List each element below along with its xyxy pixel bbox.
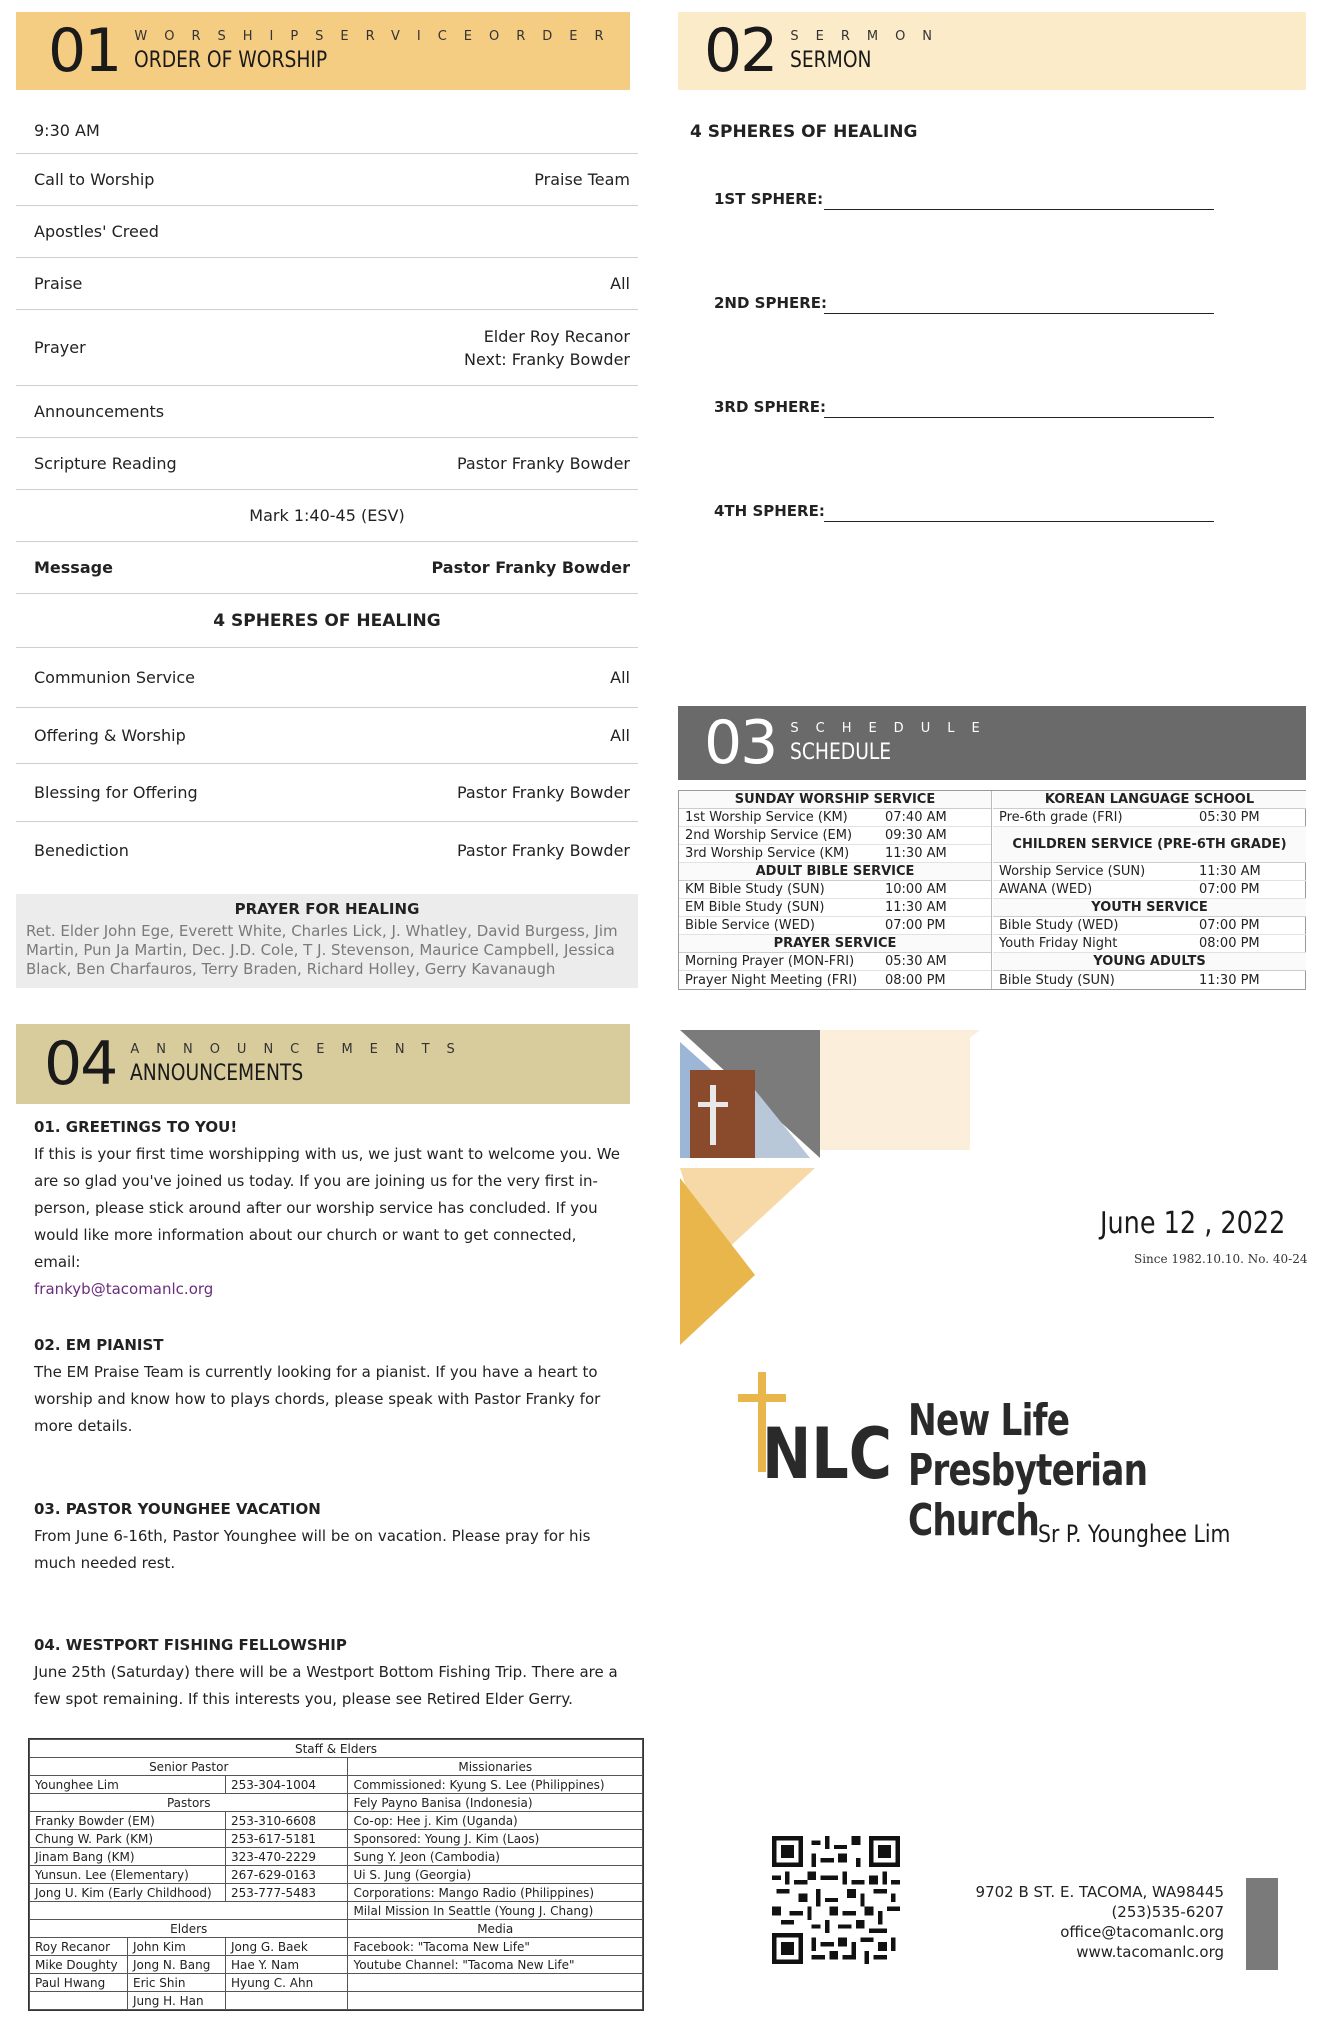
schedule-table — [678, 790, 1306, 990]
announcement-body: If this is your first time worshipping with us, we just want to welcome you. We are so glad you've joined us today. If you are joining us for the very first in-person, please stick around after our worship service has concluded. If you would like more information about our church or want to get connected, email: — [34, 1145, 620, 1271]
section-caption: SCHEDULE — [790, 721, 997, 736]
pastors-heading: Pastors — [30, 1794, 348, 1812]
elders-heading: Elders — [30, 1920, 348, 1938]
leader-line-2: Next: Franky Bowder — [464, 349, 630, 369]
section-number: 03 — [704, 708, 777, 778]
fill-line — [824, 392, 1214, 418]
order-item — [16, 708, 638, 764]
email[interactable]: office@tacomanlc.org — [1060, 1923, 1224, 1941]
sphere-label: 4TH SPHERE: — [714, 502, 825, 520]
announcement-body: From June 6-16th, Pastor Younghee will be on vacation. Please pray for his much needed rest. — [34, 1527, 591, 1572]
section-number: 02 — [704, 16, 777, 86]
missionary: Co-op: Hee j. Kim (Uganda) — [348, 1812, 643, 1830]
announcement-title: 04. WESTPORT FISHING FELLOWSHIP — [34, 1636, 347, 1654]
item-leader: All — [610, 726, 630, 745]
event: 2nd Worship Service (EM) — [685, 828, 853, 843]
announcement-2 — [34, 1332, 624, 1440]
elder — [226, 1992, 348, 2010]
event-time: 10:00 AM — [885, 882, 947, 897]
fill-line — [824, 288, 1214, 314]
item-leader: Pastor Franky Bowder — [456, 454, 630, 473]
event-time: 07:00 PM — [1199, 918, 1260, 933]
cover-graphic — [670, 1030, 990, 1340]
section-title: SERMON — [790, 48, 872, 73]
section-title: SCHEDULE — [790, 740, 892, 765]
announcement-title: 02. EM PIANIST — [34, 1336, 164, 1354]
elder: Jung H. Han — [128, 1992, 226, 2010]
order-item — [16, 258, 638, 310]
schedule-heading: YOUTH SERVICE — [993, 899, 1306, 917]
email-link[interactable]: frankyb@tacomanlc.org — [34, 1280, 214, 1298]
fill-line — [824, 184, 1214, 210]
staff-table — [28, 1738, 644, 2011]
elder: Jong N. Bang — [128, 1956, 226, 1974]
sphere-4 — [714, 502, 825, 520]
contact-info — [900, 1882, 1224, 1962]
event-time: 08:00 PM — [1199, 936, 1260, 951]
order-item — [16, 154, 638, 206]
church-name-line-2: Presbyterian Church — [908, 1445, 1148, 1546]
missionary: Sung Y. Jeon (Cambodia) — [348, 1848, 643, 1866]
schedule-row — [679, 899, 991, 917]
item-name: Offering & Worship — [34, 726, 186, 745]
elder: Jong G. Baek — [226, 1938, 348, 1956]
schedule-row — [993, 809, 1306, 827]
nlc-logo — [738, 1372, 898, 1495]
sphere-2 — [714, 294, 827, 312]
sphere-3 — [714, 398, 826, 416]
order-of-worship — [16, 108, 638, 878]
item-leader: Praise Team — [534, 170, 630, 189]
event: Bible Study (SUN) — [999, 972, 1115, 988]
item-name: Announcements — [34, 402, 165, 421]
sermon-heading: 4 SPHERES OF HEALING — [690, 122, 918, 142]
address: 9702 B ST. E. TACOMA, WA98445 — [975, 1883, 1224, 1901]
order-item — [16, 386, 638, 438]
elder: Roy Recanor — [30, 1938, 128, 1956]
staff-phone: 253-304-1004 — [226, 1776, 348, 1794]
sphere-1 — [714, 190, 823, 208]
event: KM Bible Study (SUN) — [685, 882, 825, 897]
event-time: 11:30 PM — [1199, 972, 1260, 988]
event-time: 05:30 PM — [1199, 810, 1260, 825]
item-name: Praise — [34, 274, 83, 293]
schedule-row — [679, 971, 991, 989]
sermon-header — [678, 12, 1306, 90]
event: Pre-6th grade (FRI) — [999, 810, 1123, 825]
elder: Eric Shin — [128, 1974, 226, 1992]
prayer-for-healing — [16, 894, 638, 988]
item-leader — [464, 325, 630, 371]
website[interactable]: www.tacomanlc.org — [1076, 1943, 1224, 1961]
section-number: 04 — [44, 1029, 117, 1099]
announcement-title: 03. PASTOR YOUNGHEE VACATION — [34, 1500, 321, 1518]
schedule-heading: CHILDREN SERVICE (PRE-6TH GRADE) — [993, 827, 1306, 863]
schedule-row — [993, 863, 1306, 881]
schedule-row — [993, 935, 1306, 953]
staff-name: Jinam Bang (KM) — [30, 1848, 226, 1866]
service-time — [16, 108, 638, 154]
logo-letters: NLC — [762, 1413, 892, 1495]
schedule-row — [993, 971, 1306, 989]
staff-phone: 253-617-5181 — [226, 1830, 348, 1848]
event-time: 11:30 AM — [885, 900, 947, 915]
item-name: Communion Service — [34, 668, 196, 687]
event-time: 07:00 PM — [885, 918, 946, 933]
staff-name: Franky Bowder (EM) — [30, 1812, 226, 1830]
schedule-row — [993, 881, 1306, 899]
section-number: 01 — [48, 16, 121, 86]
missionary: Fely Payno Banisa (Indonesia) — [348, 1794, 643, 1812]
media-item: Facebook: "Tacoma New Life" — [348, 1938, 643, 1956]
event: Worship Service (SUN) — [999, 864, 1146, 879]
event-time: 09:30 AM — [885, 828, 947, 843]
church-name-line-1: New Life — [908, 1395, 1070, 1446]
item-name: Blessing for Offering — [34, 783, 198, 802]
prayer-title: PRAYER FOR HEALING — [234, 900, 420, 918]
order-item — [16, 648, 638, 708]
staff-name: Yunsun. Lee (Elementary) — [30, 1866, 226, 1884]
senior-pastor-heading: Senior Pastor — [30, 1758, 348, 1776]
empty-cell — [348, 1992, 643, 2010]
elder: Paul Hwang — [30, 1974, 128, 1992]
empty-cell — [348, 1974, 643, 1992]
event: EM Bible Study (SUN) — [685, 900, 825, 915]
event-time: 11:30 AM — [1199, 864, 1261, 879]
senior-pastor: Sr P. Younghee Lim — [1038, 1520, 1231, 1548]
item-name: Scripture Reading — [34, 454, 177, 473]
event: AWANA (WED) — [999, 882, 1093, 897]
section-caption: WORSHIPSERVICEORDER — [134, 29, 621, 44]
qr-code-icon — [772, 1836, 900, 1964]
order-item — [16, 438, 638, 490]
fill-line — [824, 496, 1214, 522]
event: Prayer Night Meeting (FRI) — [685, 972, 858, 988]
missionary: Sponsored: Young J. Kim (Laos) — [348, 1830, 643, 1848]
elder: John Kim — [128, 1938, 226, 1956]
media-heading: Media — [348, 1920, 643, 1938]
item-name: Prayer — [34, 338, 86, 357]
staff-name: Younghee Lim — [30, 1776, 226, 1794]
staff-title: Staff & Elders — [30, 1740, 643, 1758]
schedule-row — [679, 881, 991, 899]
announcement-4 — [34, 1632, 624, 1713]
item-leader: All — [610, 274, 630, 293]
elder: Hae Y. Nam — [226, 1956, 348, 1974]
schedule-header — [678, 706, 1306, 780]
schedule-heading: SUNDAY WORSHIP SERVICE — [679, 791, 991, 809]
announcement-title: 01. GREETINGS TO YOU! — [34, 1118, 238, 1136]
item-leader: All — [610, 668, 630, 687]
schedule-left-col — [679, 791, 992, 989]
schedule-row — [993, 917, 1306, 935]
item-leader: Pastor Franky Bowder — [456, 783, 630, 802]
empty-cell — [30, 1902, 348, 1920]
schedule-right-col — [993, 791, 1306, 989]
event: Bible Service (WED) — [685, 918, 815, 933]
media-item: Youtube Channel: "Tacoma New Life" — [348, 1956, 643, 1974]
schedule-row — [679, 809, 991, 827]
staff-phone: 253-777-5483 — [226, 1884, 348, 1902]
since-line: Since 1982.10.10. No. 40-24 — [1134, 1252, 1308, 1266]
announcement-1 — [34, 1114, 624, 1303]
schedule-heading: PRAYER SERVICE — [679, 935, 991, 953]
item-leader: Pastor Franky Bowder — [431, 558, 630, 577]
prayer-names: Ret. Elder John Ege, Everett White, Charles Lick, J. Whatley, David Burgess, Jim Martin, Pun Ja Martin, Dec. J.D. Cole, T J. Stevenson, Maurice Campbell, Jessica Black, Ben Charfauros, Terry Braden, Richard Holley, Gerry Kavanaugh — [26, 922, 618, 978]
sphere-label: 2ND SPHERE: — [714, 294, 828, 312]
order-item — [16, 764, 638, 822]
missionary: Milal Mission In Seattle (Young J. Chang) — [348, 1902, 643, 1920]
announcement-body: The EM Praise Team is currently looking for a pianist. If you have a heart to worship and know how to plays chords, please speak with Pastor Franky for more details. — [34, 1363, 601, 1435]
announcements-header — [16, 1024, 630, 1104]
order-item — [16, 310, 638, 386]
message-row — [16, 542, 638, 594]
leader-line-1: Elder Roy Recanor — [483, 326, 630, 346]
schedule-heading: ADULT BIBLE SERVICE — [679, 863, 991, 881]
schedule-row — [679, 917, 991, 935]
missionary: Commissioned: Kyung S. Lee (Philippines) — [348, 1776, 643, 1794]
elder — [30, 1992, 128, 2010]
staff-phone: 323-470-2229 — [226, 1848, 348, 1866]
item-leader: Pastor Franky Bowder — [456, 840, 630, 860]
order-item — [16, 822, 638, 878]
section-caption: ANNOUNCEMENTS — [130, 1042, 472, 1057]
message-title: 4 SPHERES OF HEALING — [16, 594, 638, 648]
schedule-row — [679, 845, 991, 863]
time-text: 9:30 AM — [34, 121, 100, 140]
item-name: Apostles' Creed — [34, 222, 159, 241]
order-item — [16, 206, 638, 258]
item-name: Call to Worship — [34, 170, 155, 189]
schedule-heading: KOREAN LANGUAGE SCHOOL — [993, 791, 1306, 809]
worship-header — [16, 12, 630, 90]
section-caption: SERMON — [790, 29, 950, 44]
event-time: 11:30 AM — [885, 846, 947, 861]
event-time: 07:40 AM — [885, 810, 947, 825]
sphere-label: 1ST SPHERE: — [714, 190, 824, 208]
missionary: Ui S. Jung (Georgia) — [348, 1866, 643, 1884]
missionary: Corporations: Mango Radio (Philippines) — [348, 1884, 643, 1902]
section-title: ORDER OF WORSHIP — [134, 48, 328, 73]
event: Morning Prayer (MON-FRI) — [685, 954, 855, 969]
staff-phone: 267-629-0163 — [226, 1866, 348, 1884]
event: Bible Study (WED) — [999, 918, 1119, 933]
sphere-label: 3RD SPHERE: — [714, 398, 827, 416]
event-time: 07:00 PM — [1199, 882, 1260, 897]
schedule-row — [679, 953, 991, 971]
event-time: 05:30 AM — [885, 954, 947, 969]
bulletin-date: June 12 , 2022 — [1100, 1206, 1286, 1241]
schedule-row — [679, 827, 991, 845]
event: 3rd Worship Service (KM) — [685, 846, 850, 861]
item-name: Benediction — [34, 840, 129, 860]
event: 1st Worship Service (KM) — [685, 810, 848, 825]
announcement-3 — [34, 1496, 624, 1577]
event-time: 08:00 PM — [885, 972, 946, 988]
staff-name: Chung W. Park (KM) — [30, 1830, 226, 1848]
elder: Mike Doughty — [30, 1956, 128, 1974]
missionaries-heading: Missionaries — [348, 1758, 643, 1776]
gray-accent-bar — [1246, 1878, 1278, 1970]
elder: Hyung C. Ahn — [226, 1974, 348, 1992]
staff-phone: 253-310-6608 — [226, 1812, 348, 1830]
event: Youth Friday Night — [999, 936, 1118, 951]
item-name: Message — [34, 558, 113, 577]
section-title: ANNOUNCEMENTS — [130, 1061, 304, 1086]
announcement-body: June 25th (Saturday) there will be a Westport Bottom Fishing Trip. There are a few spot remaining. If this interests you, please see Retired Elder Gerry. — [34, 1663, 618, 1708]
scripture-ref: Mark 1:40-45 (ESV) — [16, 490, 638, 542]
schedule-heading: YOUNG ADULTS — [993, 953, 1306, 971]
phone: (253)535-6207 — [1111, 1903, 1224, 1921]
staff-name: Jong U. Kim (Early Childhood) — [30, 1884, 226, 1902]
